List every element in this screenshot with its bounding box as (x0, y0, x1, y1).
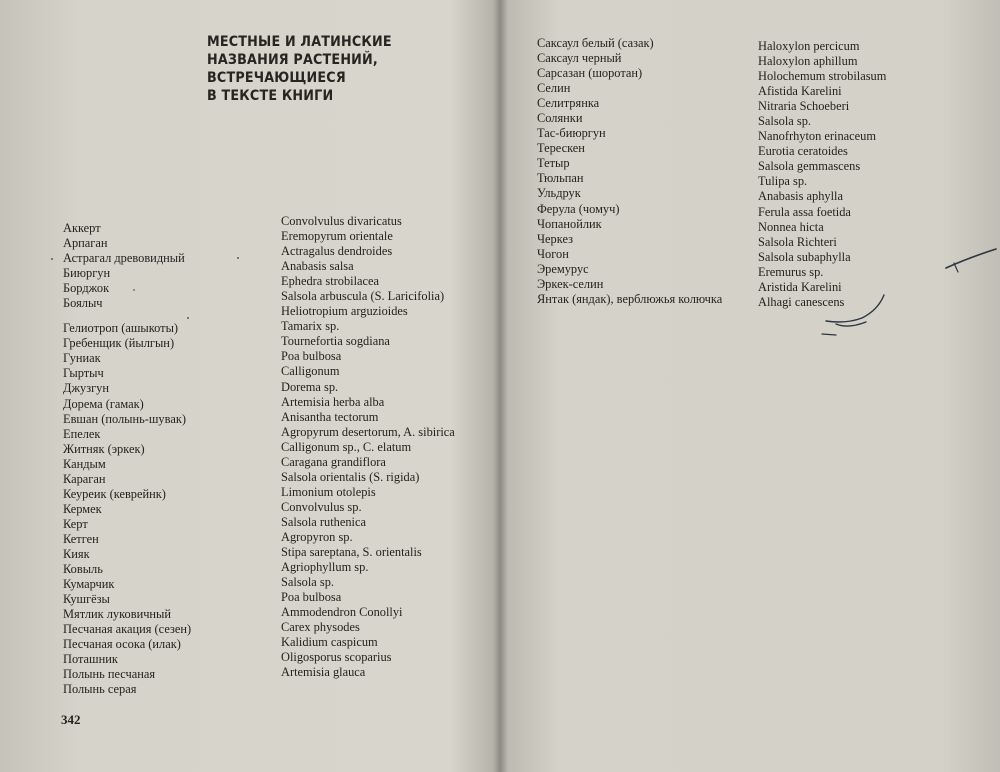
heading-line: МЕСТНЫЕ И ЛАТИНСКИЕ (207, 34, 392, 50)
list-item: Песчаная акация (сезен) (63, 622, 192, 637)
list-item: Боялыч (63, 296, 103, 311)
list-item: Nanofrhyton erinaceum (758, 129, 877, 144)
list-item: Тетыр (537, 156, 570, 171)
list-item: Гелиотроп (ашыкоты) (63, 321, 179, 336)
list-item: Salsola Richteri (758, 234, 837, 249)
list-item: Poa bulbosa (281, 590, 342, 605)
list-item: Convolvulus sp. (281, 499, 362, 514)
list-item: Караган (63, 471, 106, 486)
ink-dot-mark (51, 258, 53, 260)
list-item: Salsola sp. (281, 575, 335, 590)
list-item: Oligosporus scoparius (281, 650, 392, 665)
list-item: Carex physodes (281, 620, 360, 635)
list-item: Кермек (63, 501, 102, 516)
list-item: Agropyrum desertorum, A. sibirica (281, 424, 455, 439)
heading-line: В ТЕКСТЕ КНИГИ (207, 88, 334, 104)
list-item: Епелек (63, 426, 101, 441)
ink-dot-mark (237, 257, 239, 259)
list-item: Гуниак (63, 351, 101, 366)
list-item: Песчаная осока (илак) (63, 637, 181, 652)
list-item: Тюльпан (537, 171, 584, 186)
list-item: Селин (537, 81, 571, 96)
list-item: Биюргун (63, 266, 111, 281)
list-item: Calligonum sp., C. elatum (281, 439, 412, 454)
list-item: Anisantha tectorum (281, 409, 379, 424)
list-item: Янтак (яндак), верблюжья колючка (537, 291, 723, 306)
list-item: Кушгёзы (63, 592, 110, 607)
list-item: Кетген (63, 531, 99, 546)
list-item: Ковыль (63, 562, 103, 577)
heading-line: НАЗВАНИЯ РАСТЕНИЙ, (207, 52, 378, 68)
list-item: Дорема (гамак) (63, 396, 144, 411)
list-item: Черкез (537, 231, 574, 246)
list-item: Аккерт (63, 221, 101, 235)
list-item: Керт (63, 516, 88, 531)
list-item: Астрагал древовидный (63, 251, 185, 266)
list-item: Aristida Karelini (758, 279, 842, 294)
list-item: Tamarix sp. (281, 319, 340, 334)
list-item: Actragalus dendroides (281, 244, 393, 259)
list-item: Heliotropium arguzioides (281, 304, 408, 319)
list-item: Ephedra strobilacea (281, 274, 380, 289)
list-item: Кандым (63, 456, 106, 471)
list-item: Salsola orientalis (S. rigida) (281, 469, 420, 484)
pen-squiggle-mark (826, 295, 884, 326)
list-item: Tulipa sp. (758, 174, 808, 189)
list-item: Nitraria Schoeberi (758, 99, 850, 114)
list-item: Artemisia glauca (281, 665, 366, 680)
list-item: Anabasis salsa (281, 259, 354, 274)
list-item: Поташник (63, 652, 118, 667)
list-item: Кеуреик (кеврейнк) (63, 486, 166, 501)
list-item: Calligonum (281, 364, 340, 379)
list-item: Евшан (полынь-шувак) (63, 411, 186, 426)
list-item: Чогон (537, 246, 569, 261)
list-item: Ульдрук (537, 186, 581, 201)
list-item: Полынь серая (63, 682, 137, 697)
list-item: Salsola subaphylla (758, 249, 851, 264)
list-item: Eremurus sp. (758, 264, 824, 279)
list-item: Nonnea hicta (758, 219, 824, 234)
list-item: Эркек-селин (537, 276, 604, 291)
list-item: Poa bulbosa (281, 349, 342, 364)
list-item: Salsola ruthenica (281, 514, 366, 529)
list-item: Haloxylon aphillum (758, 54, 858, 69)
list-item: Эремурус (537, 261, 589, 276)
list-item: Agriophyllum sp. (281, 560, 369, 575)
pen-stroke-mark (946, 249, 996, 268)
list-item: Tournefortia sogdiana (281, 334, 390, 349)
list-item: Kalidium caspicum (281, 635, 378, 650)
list-item: Солянки (537, 111, 583, 126)
list-item: Limonium otolepis (281, 484, 376, 499)
list-item: Agropyron sp. (281, 529, 353, 544)
list-item: Кумарчик (63, 577, 115, 592)
list-item: Dorema sp. (281, 379, 339, 394)
list-item: Ferula assa foetida (758, 204, 851, 219)
list-item: Терескен (537, 141, 585, 156)
list-item: Caragana grandiflora (281, 454, 386, 469)
list-item: Ферула (чомуч) (537, 201, 620, 216)
list-item: Полынь песчаная (63, 667, 156, 682)
list-item: Convolvulus divaricatus (281, 214, 402, 228)
list-item: Salsola gemmascens (758, 159, 861, 174)
list-item: Селитрянка (537, 96, 600, 111)
ink-dot-mark (133, 289, 135, 291)
list-item: Salsola sp. (758, 114, 812, 129)
list-item: Stipa sareptana, S. orientalis (281, 545, 422, 560)
list-item: Haloxylon percicum (758, 39, 860, 53)
list-item: Арпаган (63, 236, 108, 251)
pen-dash-mark (822, 334, 836, 335)
heading-line: ВСТРЕЧАЮЩИЕСЯ (207, 70, 346, 86)
list-item: Гребенщик (йылгын) (63, 336, 175, 351)
list-item: Holochemum strobilasum (758, 69, 887, 84)
list-item: Кияк (63, 546, 90, 561)
list-item: Ammodendron Conollyi (281, 605, 403, 620)
list-item: Eurotia ceratoides (758, 144, 848, 159)
ink-dot-mark (187, 317, 189, 319)
list-item: Сарсазан (шоротан) (537, 66, 643, 81)
list-item: Гыртыч (63, 366, 104, 381)
list-item: Alhagi canescens (758, 294, 845, 309)
page-number: 342 (61, 712, 81, 727)
list-item: Eremopyrum orientale (281, 229, 393, 244)
list-item: Afistida Karelini (758, 84, 842, 99)
list-item: Джузгун (63, 381, 110, 396)
list-item: Борджок (63, 281, 110, 296)
list-item: Artemisia herba alba (281, 394, 385, 409)
list-item: Саксаул белый (сазак) (537, 36, 654, 50)
list-item: Саксаул черный (537, 51, 622, 66)
list-item: Salsola arbuscula (S. Laricifolia) (281, 289, 445, 304)
list-item: Мятлик луковичный (63, 607, 172, 622)
list-item: Чопанойлик (537, 216, 602, 231)
list-item: Anabasis aphylla (758, 189, 843, 204)
list-item: Житняк (эркек) (63, 441, 145, 456)
list-item: Тас-биюргун (537, 126, 606, 141)
